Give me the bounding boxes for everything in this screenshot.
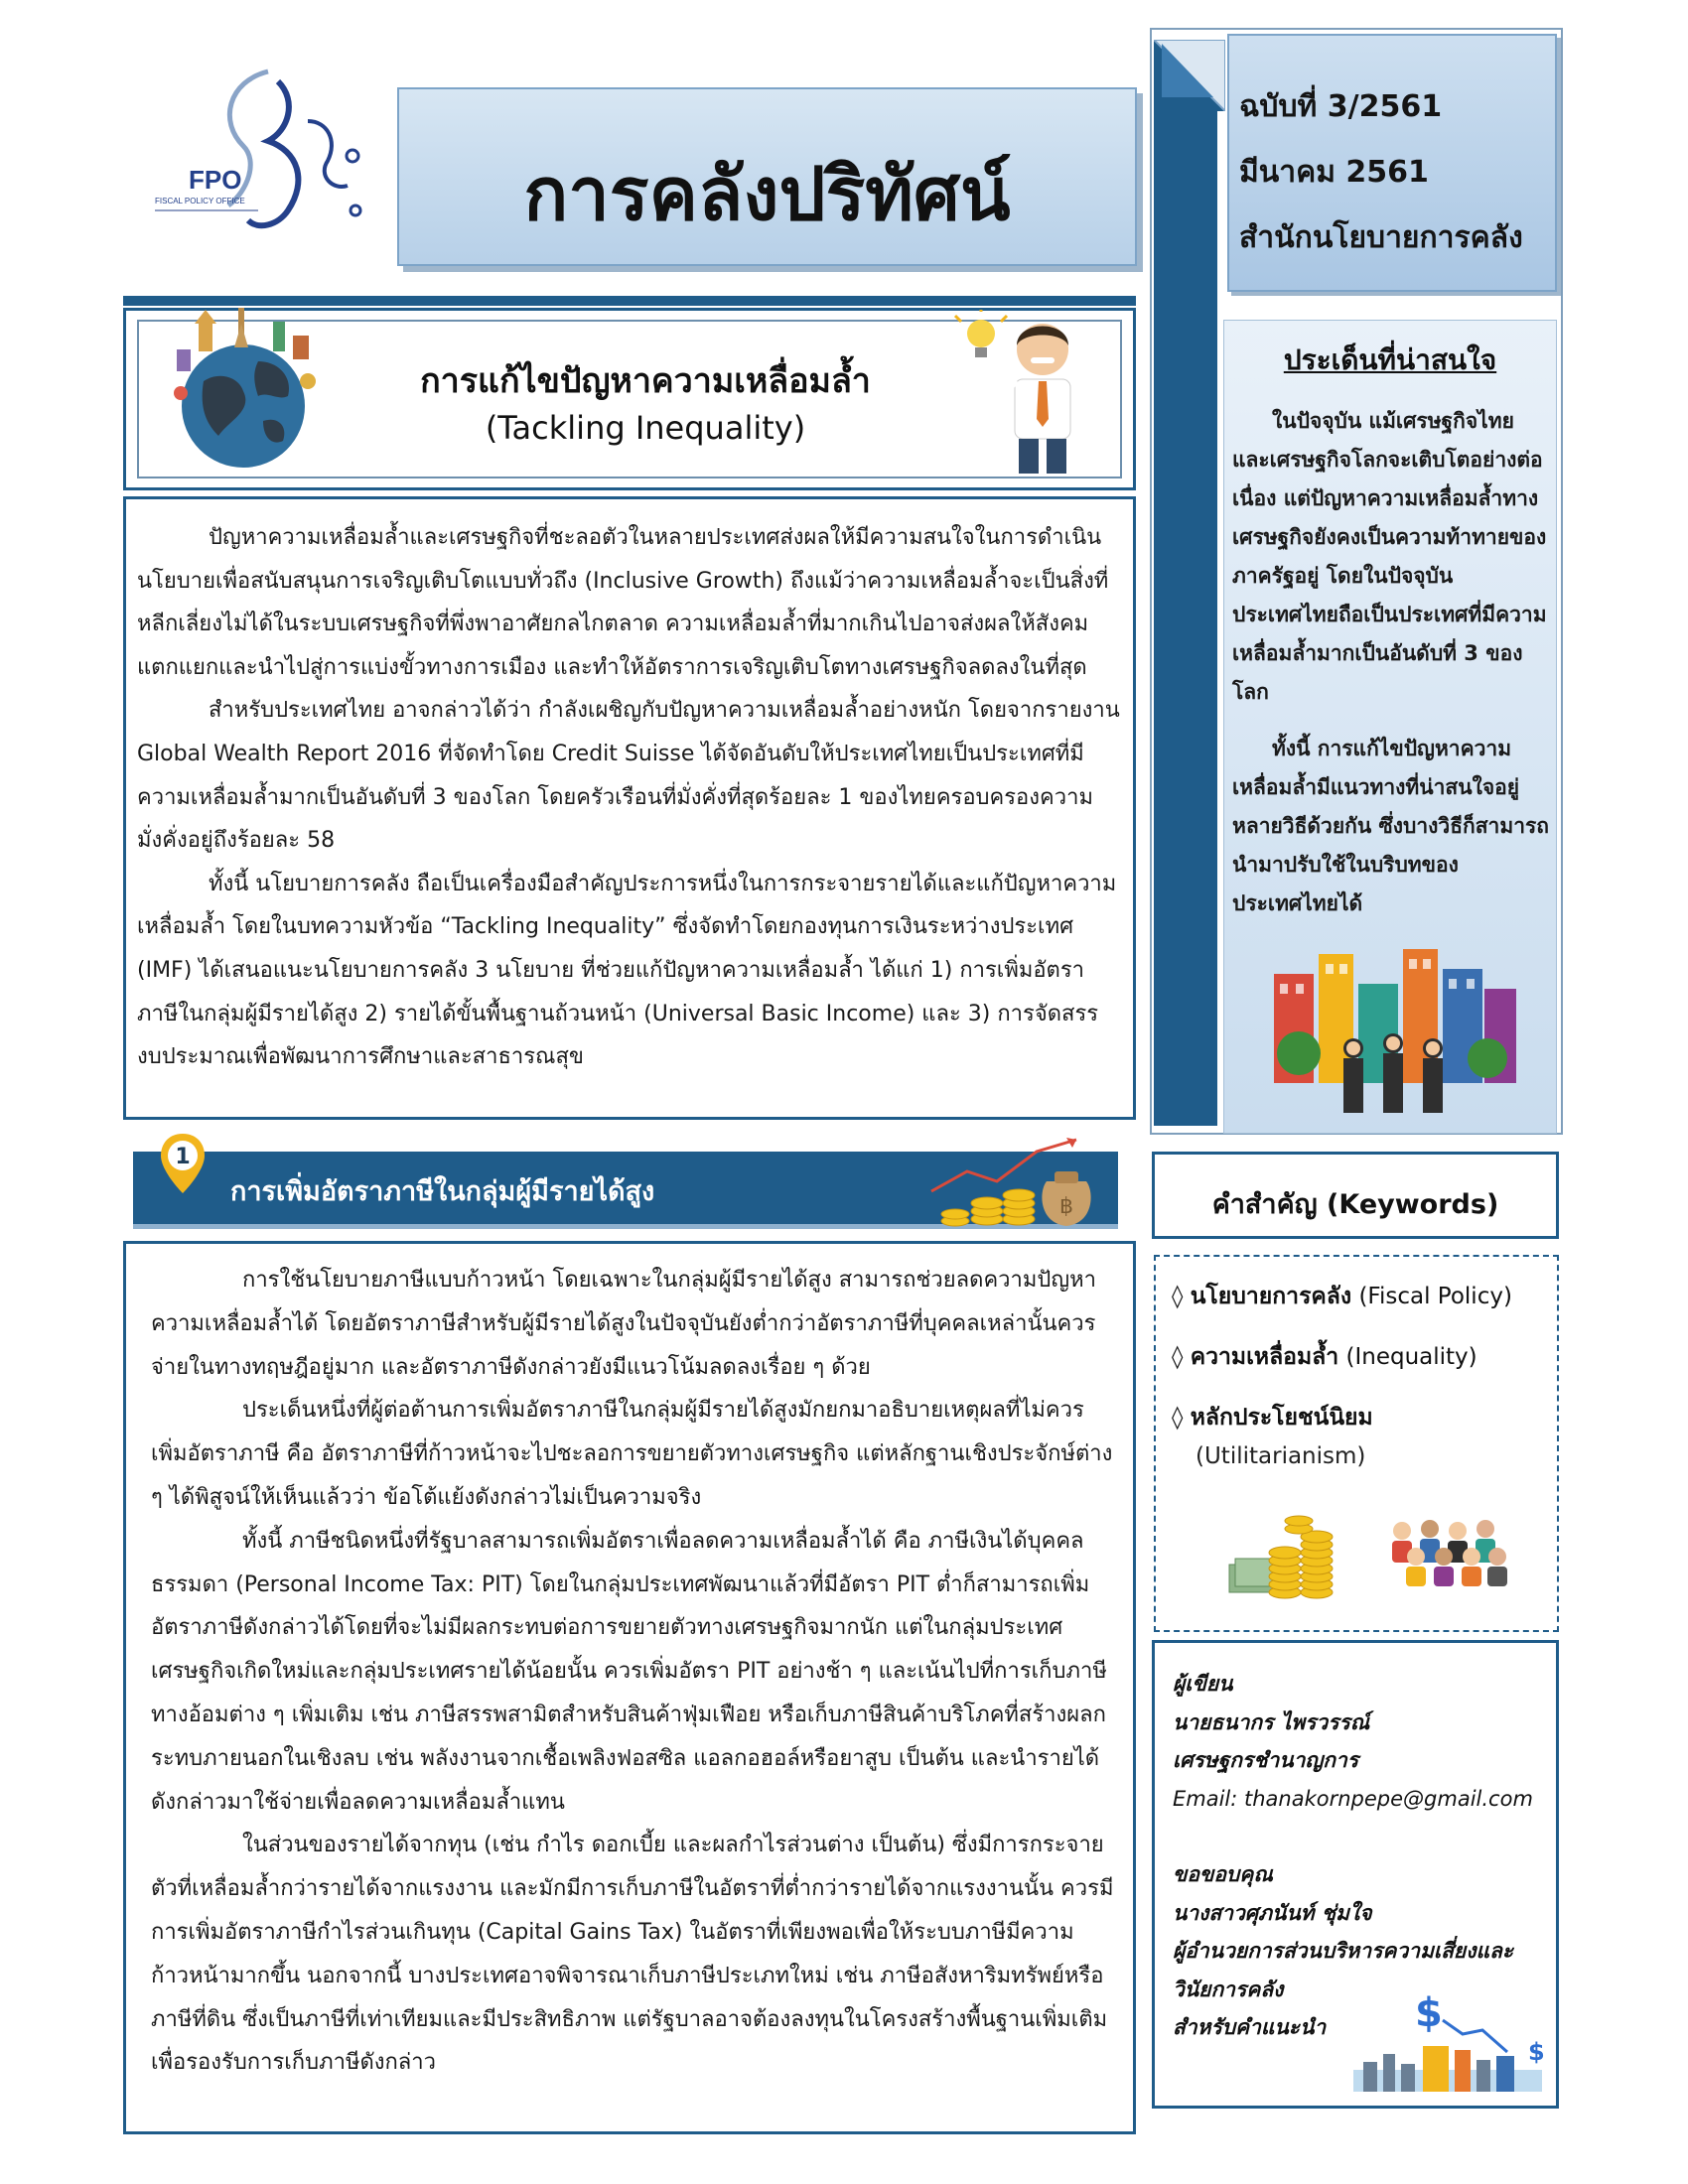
diamond-bullet-icon: ◊ — [1172, 1405, 1184, 1431]
author-text — [1173, 1665, 1533, 2047]
thanks-position: ผู้อำนวยการส่วนบริหารความเสี่ยงและ — [1173, 1939, 1514, 1963]
author-label: ผู้เขียน — [1173, 1672, 1233, 1696]
banner-title: การแก้ไขปัญหาความเหลื่อมล้ำ — [420, 361, 871, 401]
keywords-heading-box — [1152, 1152, 1559, 1239]
thanks-note: สำหรับคำแนะนำ — [1173, 2015, 1327, 2039]
section-title: การเพิ่มอัตราภาษีในกลุ่มผู้มีรายได้สูง — [230, 1176, 655, 1207]
dollar-chart-illustration — [1343, 1990, 1552, 2100]
fpo-logo — [149, 62, 377, 235]
keyword-thai: ความเหลื่อมล้ำ — [1190, 1344, 1339, 1370]
thanks-name: นางสาวศุภนันท์ ชุ่มใจ — [1173, 1900, 1372, 1925]
author-position: เศรษฐกรชำนาญการ — [1173, 1748, 1359, 1772]
interest-heading: ประเด็นที่น่าสนใจ — [1283, 343, 1497, 376]
globe-landmarks-illustration — [159, 302, 333, 476]
issuer-name: สำนักนโยบายการคลัง — [1239, 220, 1523, 255]
author-email: Email: thanakornpepe@gmail.com — [1173, 1786, 1533, 1811]
diamond-bullet-icon: ◊ — [1172, 1284, 1184, 1309]
keyword-english: (Utilitarianism) — [1196, 1443, 1366, 1469]
keyword-thai: หลักประโยชน์นิยม — [1190, 1405, 1373, 1431]
keyword-english: (Fiscal Policy) — [1358, 1284, 1512, 1309]
intro-paragraph: ทั้งนี้ นโยบายการคลัง ถือเป็นเครื่องมือสำคัญประการหนึ่งในการกระจายรายได้และแก้ปัญหาความเหลื่อมล้ำ โดยในบทความหัวข้อ “Tackling Inequality” ซึ่งจัดทำโดยกองทุนการเงินระหว่างประเทศ (IMF) ได้เสนอแนะนโยบายการคลัง 3 นโยบาย ที่ช่วยแก้ปัญหาความเหลื่อมล้ำ ได้แก่ 1) การเพิ่มอัตราภาษีในกลุ่มผู้มีรายได้สูง 2) รายได้ขั้นพื้นฐานถ้วนหน้า (Universal Basic Income) และ 3) การจัดสรรงบประมาณเพื่อพัฒนาการศึกษาและสาธารณสุข — [137, 871, 1117, 1070]
banner-subtitle: (Tackling Inequality) — [485, 409, 806, 447]
interest-paragraph: ทั้งนี้ การแก้ไขปัญหาความเหลื่อมล้ำมีแนวทางที่น่าสนใจอยู่หลายวิธีด้วยกัน ซึ่งบางวิธีก็สามารถนำมาปรับใช้ในบริบทของประเทศไทยได้ — [1232, 737, 1549, 915]
issue-number: ฉบับที่ 3/2561 — [1239, 89, 1443, 124]
section-number: 1 — [175, 1145, 191, 1169]
businessman-idea-illustration — [953, 310, 1102, 478]
interest-box — [1223, 320, 1557, 1134]
body-paragraph: ในส่วนของรายได้จากทุน (เช่น กำไร ดอกเบี้ย และผลกำไรส่วนต่าง เป็นต้น) ซึ่งมีการกระจายตัวที่เหลื่อมล้ำกว่ารายได้จากแรงงาน และมักมีการเก็บภาษีในอัตราที่ต่ำกว่ารายได้จากแรงงานนั้น ควรมีการเพิ่มอัตราภาษีกำไรส่วนเกินทุน (Capital Gains Tax) ในอัตราที่เพียงพอเพื่อให้ระบบภาษีมีความก้าวหน้ามากขึ้น นอกจากนี้ บางประเทศอาจพิจารณาเก็บภาษีประเภทใหม่ เช่น ภาษีอสังหาริมทรัพย์หรือภาษีที่ดิน ซึ่งเป็นภาษีที่เท่าเทียมและมีประสิทธิภาพ แต่รัฐบาลอาจต้องลงทุนในโครงสร้างพื้นฐานเพิ่มเติมเพื่อรองรับการเก็บภาษีดังกล่าว — [151, 1833, 1114, 2076]
diamond-bullet-icon: ◊ — [1172, 1344, 1184, 1370]
title-box — [397, 87, 1137, 266]
issue-info-box — [1227, 34, 1557, 292]
thanks-position: วินัยการคลัง — [1173, 1977, 1284, 2001]
city-business-illustration — [1264, 944, 1522, 1123]
intro-paragraph: สำหรับประเทศไทย อาจกล่าวได้ว่า กำลังเผชิญกับปัญหาความเหลื่อมล้ำอย่างหนัก โดยจากรายงาน Global Wealth Report 2016 ที่จัดทำโดย Credit Suisse ได้จัดอันดับให้ประเทศไทยเป็นประเทศที่มีความเหลื่อมล้ำมากเป็นอันดับที่ 3 ของโลก โดยครัวเรือนที่มั่งคั่งที่สุดร้อยละ 1 ของไทยครอบครองความมั่งคั่งอยู่ถึงร้อยละ 58 — [137, 698, 1120, 854]
keyword-item — [1172, 1279, 1512, 1314]
ribbon-bar — [1154, 111, 1217, 1126]
section-body-text — [151, 1259, 1120, 2085]
thanks-label: ขอขอบคุณ — [1173, 1862, 1273, 1886]
body-paragraph: ทั้งนี้ ภาษีชนิดหนึ่งที่รัฐบาลสามารถเพิ่มอัตราเพื่อลดความเหลื่อมล้ำได้ คือ ภาษีเงินได้บุคคลธรรมดา (Personal Income Tax: PIT) โดยในกลุ่มประเทศพัฒนาแล้วที่มีอัตรา PIT ต่ำก็สามารถเพิ่มอัตราภาษีดังกล่าวได้โดยที่จะไม่มีผลกระทบต่อการขยายตัวทางเศรษฐกิจมากนัก แต่ในกลุ่มประเทศเศรษฐกิจเกิดใหม่และกลุ่มประเทศรายได้น้อยนั้น ควรเพิ่มอัตรา PIT อย่างช้า ๆ และเน้นไปที่การเก็บภาษีทางอ้อมต่าง ๆ เพิ่มเติม เช่น ภาษีสรรพสามิตสำหรับสินค้าฟุ่มเฟือย หรือเก็บภาษีสินค้าบริโภคที่สร้างผลกระทบภายนอกในเชิงลบ เช่น พลังงานจากเชื้อเพลิงฟอสซิล แอลกอฮอล์หรือยาสูบ เป็นต้น และนำรายได้ดังกล่าวมาใช้จ่ายเพื่อลดความเหลื่อมล้ำแทน — [151, 1528, 1107, 1815]
keyword-english: (Inequality) — [1345, 1344, 1477, 1370]
keywords-heading: คำสำคัญ (Keywords) — [1211, 1189, 1499, 1220]
svg-text:฿: ฿ — [1059, 1194, 1073, 1219]
intro-paragraph: ปัญหาความเหลื่อมล้ำและเศรษฐกิจที่ชะลอตัวในหลายประเทศส่งผลให้มีความสนใจในการดำเนินนโยบายเพื่อสนับสนุนการเจริญเติบโตแบบทั่วถึง (Inclusive Growth) ถึงแม้ว่าความเหลื่อมล้ำจะเป็นสิ่งที่หลีกเลี่ยงไม่ได้ในระบบเศรษฐกิจที่พึ่งพาอาศัยกลไกตลาด ความเหลื่อมล้ำที่มากเกินไปอาจส่งผลให้สังคมแตกแยกและนำไปสู่การแบ่งขั้วทางการเมือง และทำให้อัตราการเจริญเติบโตทางเศรษฐกิจลดลงในที่สุด — [137, 525, 1109, 680]
keyword-item — [1172, 1339, 1477, 1375]
author-box — [1152, 1640, 1559, 2109]
body-paragraph: ประเด็นหนึ่งที่ผู้ต่อต้านการเพิ่มอัตราภาษีในกลุ่มผู้มีรายได้สูงมักยกมาอธิบายเหตุผลที่ไม่ควรเพิ่มอัตราภาษี คือ อัตราภาษีที่ก้าวหน้าจะไปชะลอการขยายตัวทางเศรษฐกิจ แต่หลักฐานเชิงประจักษ์ต่าง ๆ ได้พิสูจน์ให้เห็นแล้วว่า ข้อโต้แย้งดังกล่าวไม่เป็นความจริง — [151, 1398, 1113, 1510]
location-pin-number-icon — [159, 1132, 207, 1195]
newsletter-title: การคลังปริทัศน์ — [523, 152, 1011, 237]
logo-subtext: FISCAL POLICY OFFICE — [155, 197, 245, 205]
crowd-people-illustration — [1382, 1517, 1511, 1586]
issue-date: มีนาคม 2561 — [1239, 155, 1429, 190]
keyword-thai: นโยบายการคลัง — [1190, 1284, 1352, 1309]
author-name: นายธนากร ไพรวรรณ์ — [1173, 1709, 1370, 1734]
keywords-box — [1154, 1255, 1559, 1632]
svg-text:$: $ — [1528, 2038, 1545, 2066]
intro-text — [137, 516, 1122, 1079]
coin-stack-illustration — [1225, 1503, 1344, 1602]
keyword-item — [1172, 1400, 1373, 1435]
money-growth-illustration — [927, 1132, 1096, 1231]
body-paragraph: การใช้นโยบายภาษีแบบก้าวหน้า โดยเฉพาะในกลุ่มผู้มีรายได้สูง สามารถช่วยลดความปัญหาความเหลื่อมล้ำได้ โดยอัตราภาษีสำหรับผู้มีรายได้สูงในปัจจุบันยังต่ำกว่าอัตราภาษีที่บุคคลเหล่านั้นควรจ่ายในทางทฤษฎีอยู่มาก และอัตราภาษีดังกล่าวยังมีแนวโน้มลดลงเรื่อย ๆ ด้วย — [151, 1268, 1096, 1380]
svg-text:$: $ — [1415, 1990, 1443, 2036]
interest-paragraph: ในปัจจุบัน แม้เศรษฐกิจไทยและเศรษฐกิจโลกจะเติบโตอย่างต่อเนื่อง แต่ปัญหาความเหลื่อมล้ำทางเศรษฐกิจยังคงเป็นความท้าทายของภาครัฐอยู่ โดยในปัจจุบันประเทศไทยถือเป็นประเทศที่มีความเหลื่อมล้ำมากเป็นอันดับที่ 3 ของโลก — [1232, 409, 1547, 704]
ribbon-fold-decoration — [1154, 40, 1225, 111]
interest-body — [1232, 402, 1550, 941]
logo-text: FPO — [189, 165, 242, 195]
